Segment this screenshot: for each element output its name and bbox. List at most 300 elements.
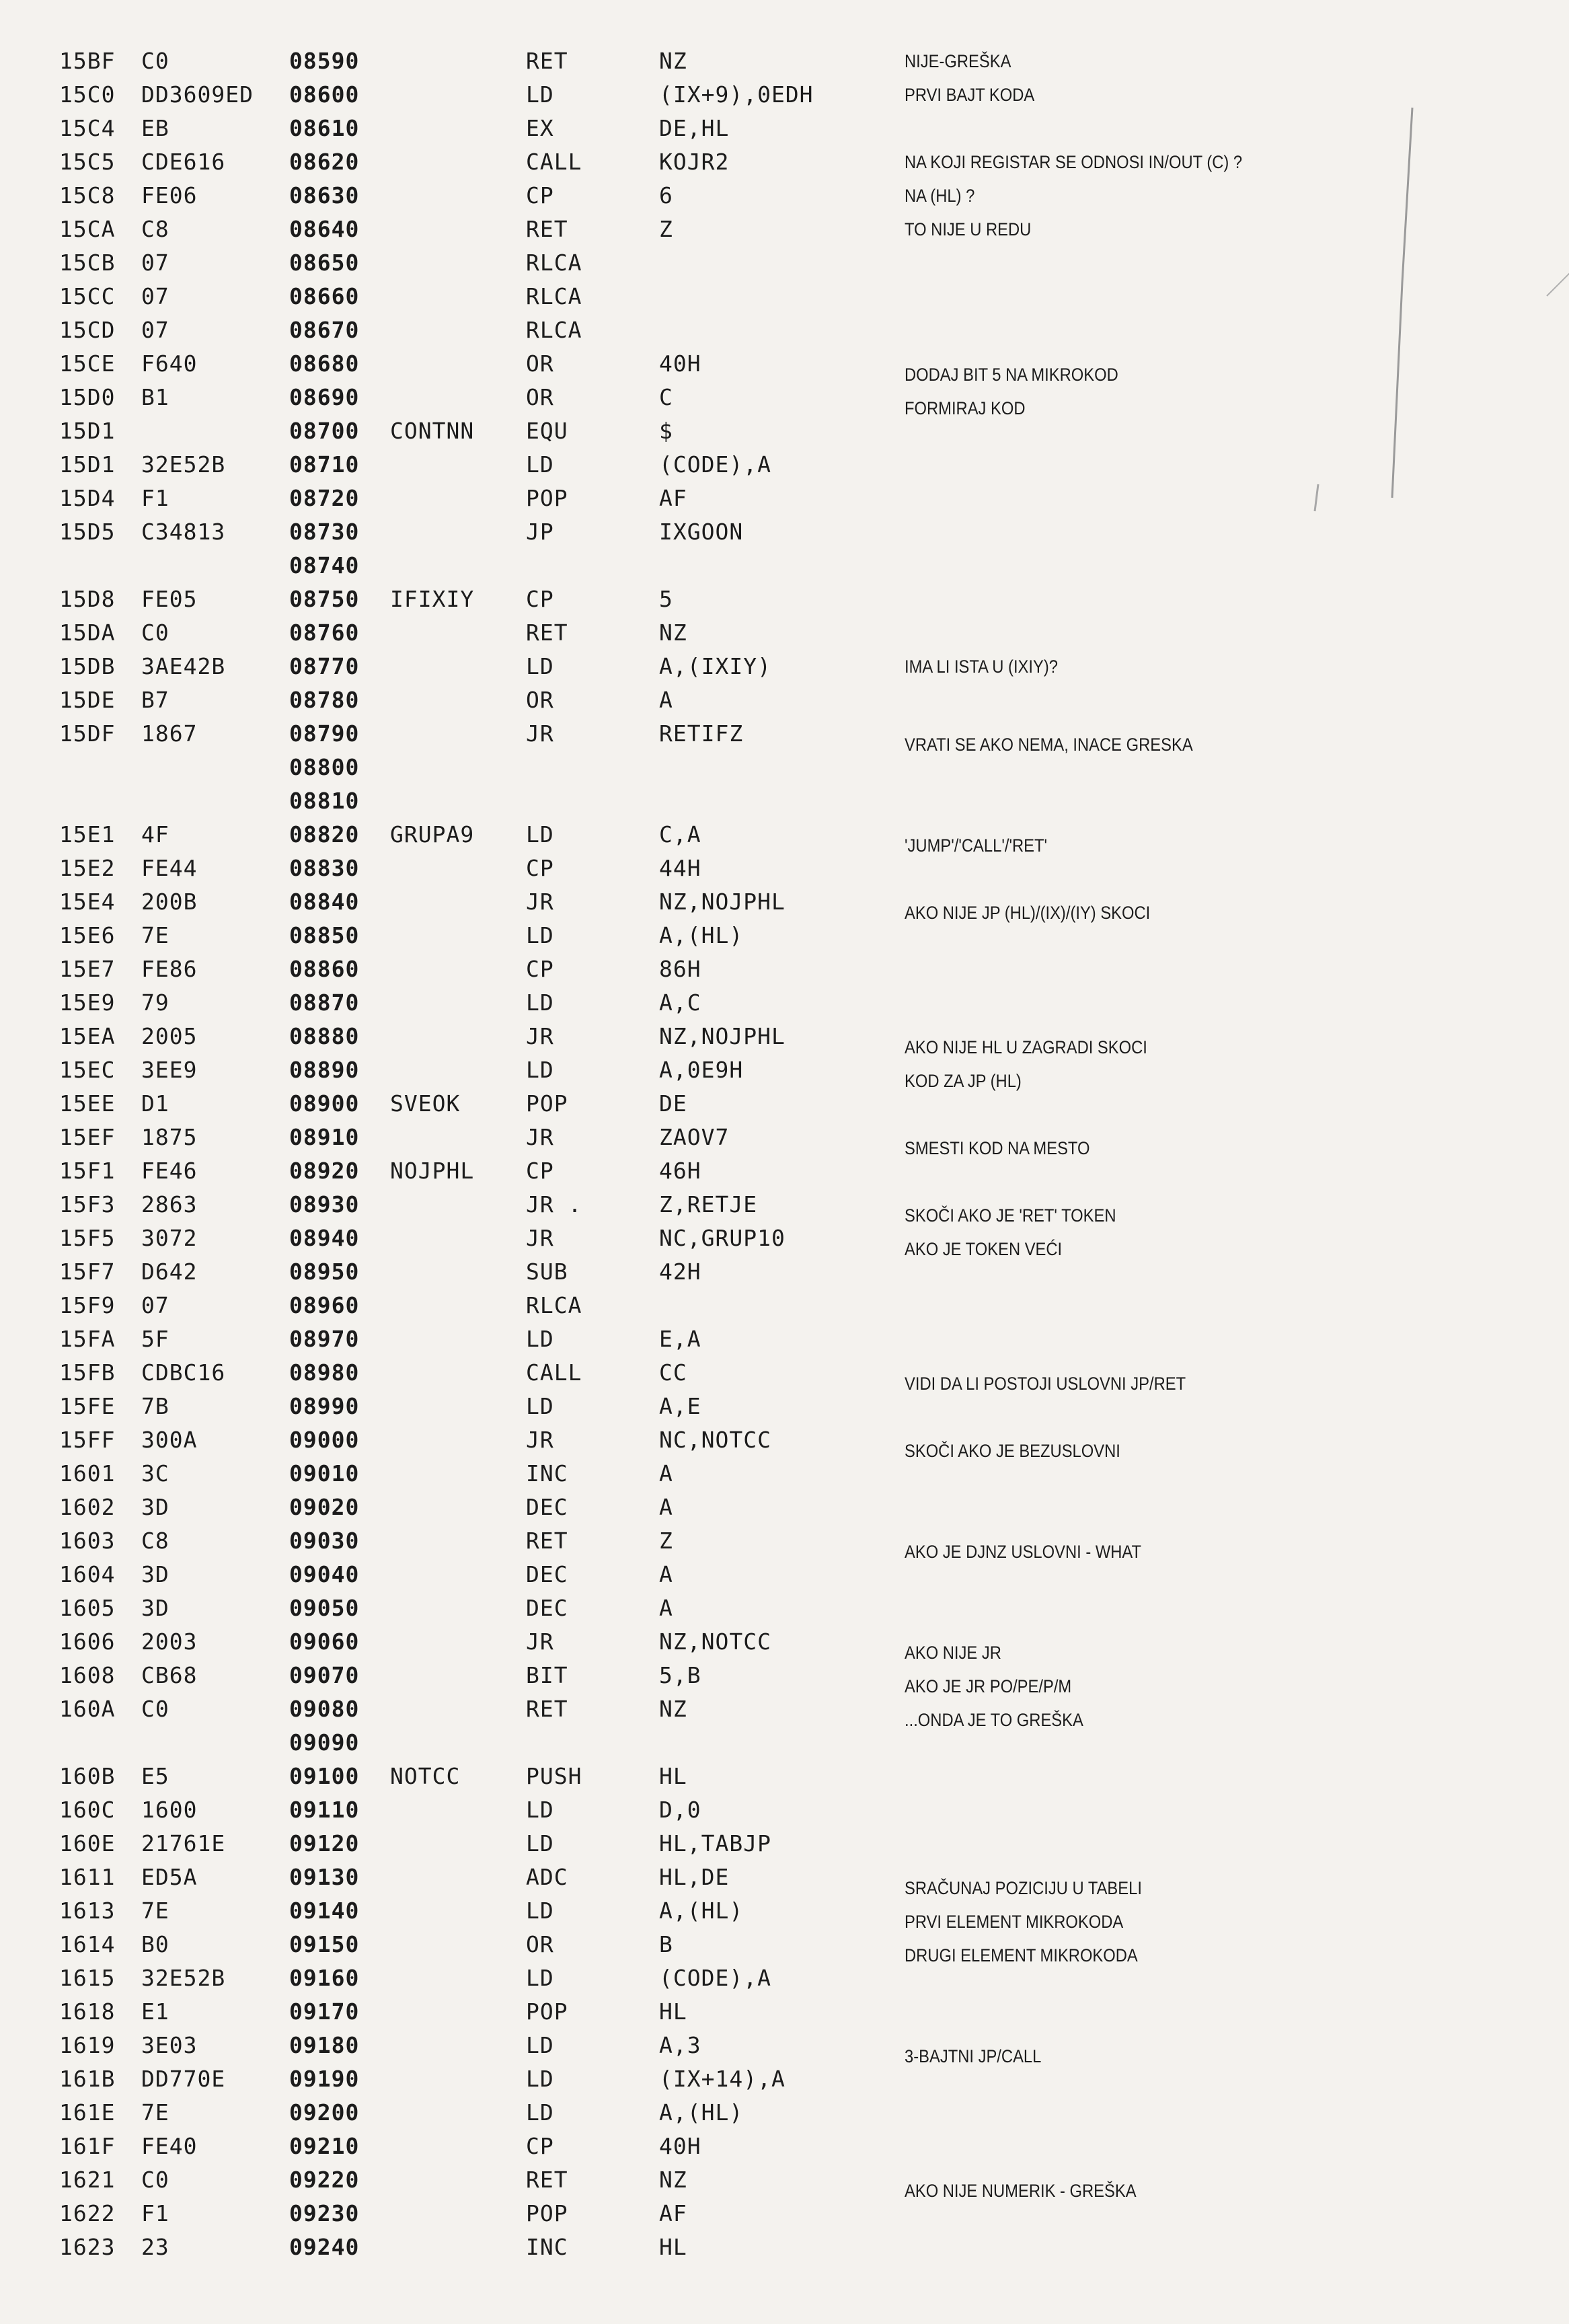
listing-row bbox=[0, 1222, 1569, 1259]
row-operand: A,(IXIY) bbox=[659, 653, 771, 679]
row-machine-code: 23 bbox=[141, 2234, 169, 2260]
row-line-number: 09080 bbox=[289, 1696, 360, 1722]
row-comment: NIJE-GREŠKA bbox=[905, 51, 1011, 71]
listing-row bbox=[0, 1154, 1569, 1188]
row-label: GRUPA9 bbox=[390, 821, 475, 848]
row-mnemonic: LD bbox=[526, 2032, 554, 2058]
row-line-number: 09070 bbox=[289, 1662, 360, 1688]
row-line-number: 08620 bbox=[289, 149, 360, 175]
row-line-number: 08680 bbox=[289, 350, 360, 377]
row-address: 15D8 bbox=[59, 586, 116, 612]
row-mnemonic: LD bbox=[526, 1965, 554, 1991]
listing-row bbox=[0, 213, 1569, 246]
row-address: 15D5 bbox=[59, 519, 116, 545]
row-address: 15C0 bbox=[59, 81, 116, 108]
row-mnemonic: CP bbox=[526, 586, 554, 612]
row-machine-code: 7E bbox=[141, 2099, 169, 2126]
listing-row bbox=[0, 1760, 1569, 1793]
row-operand: A bbox=[659, 1595, 673, 1621]
row-operand: 44H bbox=[659, 855, 701, 881]
row-operand: NZ,NOJPHL bbox=[659, 1023, 786, 1049]
row-machine-code: 2005 bbox=[141, 1023, 198, 1049]
row-line-number: 09240 bbox=[289, 2234, 360, 2260]
row-line-number: 08930 bbox=[289, 1191, 360, 1217]
row-address: 1613 bbox=[59, 1898, 116, 1924]
row-machine-code: FE40 bbox=[141, 2133, 198, 2159]
row-mnemonic: LD bbox=[526, 1898, 554, 1924]
row-mnemonic: LD bbox=[526, 922, 554, 948]
row-machine-code: DD3609ED bbox=[141, 81, 254, 108]
row-mnemonic: CP bbox=[526, 956, 554, 982]
listing-row bbox=[0, 1894, 1569, 1932]
row-operand: A,(HL) bbox=[659, 1898, 744, 1924]
row-mnemonic: JR bbox=[526, 1225, 554, 1251]
row-operand: 42H bbox=[659, 1259, 701, 1285]
row-mnemonic: DEC bbox=[526, 1595, 568, 1621]
row-address: 160E bbox=[59, 1830, 116, 1857]
row-operand: 86H bbox=[659, 956, 701, 982]
row-line-number: 08740 bbox=[289, 552, 360, 578]
listing-row bbox=[0, 885, 1569, 923]
row-machine-code: D642 bbox=[141, 1259, 198, 1285]
row-machine-code: CB68 bbox=[141, 1662, 198, 1688]
row-machine-code: B0 bbox=[141, 1931, 169, 1957]
row-mnemonic: CP bbox=[526, 1158, 554, 1184]
row-mnemonic: LD bbox=[526, 1393, 554, 1419]
row-mnemonic: RET bbox=[526, 1696, 568, 1722]
row-line-number: 08640 bbox=[289, 216, 360, 242]
row-comment: SKOČI AKO JE BEZUSLOVNI bbox=[905, 1441, 1120, 1461]
row-mnemonic: SUB bbox=[526, 1259, 568, 1285]
row-line-number: 08700 bbox=[289, 418, 360, 444]
row-line-number: 08810 bbox=[289, 788, 360, 814]
row-address: 15D1 bbox=[59, 451, 116, 478]
row-line-number: 09210 bbox=[289, 2133, 360, 2159]
row-line-number: 09190 bbox=[289, 2066, 360, 2092]
row-line-number: 09230 bbox=[289, 2200, 360, 2226]
row-machine-code: 300A bbox=[141, 1427, 198, 1453]
listing-row bbox=[0, 1322, 1569, 1356]
row-comment: TO NIJE U REDU bbox=[905, 219, 1032, 239]
row-operand: NC,NOTCC bbox=[659, 1427, 771, 1453]
row-machine-code: 2003 bbox=[141, 1628, 198, 1655]
row-mnemonic: EQU bbox=[526, 418, 568, 444]
listing-row bbox=[0, 381, 1569, 418]
listing-row bbox=[0, 2062, 1569, 2096]
row-mnemonic: POP bbox=[526, 1090, 568, 1117]
row-address: 15F1 bbox=[59, 1158, 116, 1184]
listing-row bbox=[0, 1121, 1569, 1158]
row-line-number: 08780 bbox=[289, 687, 360, 713]
row-operand: NZ bbox=[659, 2167, 687, 2193]
row-machine-code: C0 bbox=[141, 620, 169, 646]
row-operand: HL,TABJP bbox=[659, 1830, 771, 1857]
row-line-number: 08840 bbox=[289, 889, 360, 915]
row-operand: DE,HL bbox=[659, 115, 730, 141]
row-address: 1604 bbox=[59, 1561, 116, 1587]
row-operand: (CODE),A bbox=[659, 451, 771, 478]
listing-row bbox=[0, 1659, 1569, 1696]
row-machine-code: 79 bbox=[141, 989, 169, 1016]
row-machine-code: 7E bbox=[141, 1898, 169, 1924]
row-address: 15DB bbox=[59, 653, 116, 679]
row-operand: A,0E9H bbox=[659, 1057, 744, 1083]
row-operand: B bbox=[659, 1931, 673, 1957]
row-mnemonic: POP bbox=[526, 2200, 568, 2226]
row-line-number: 08970 bbox=[289, 1326, 360, 1352]
row-line-number: 09030 bbox=[289, 1528, 360, 1554]
row-line-number: 08960 bbox=[289, 1292, 360, 1318]
row-line-number: 08820 bbox=[289, 821, 360, 848]
row-line-number: 09160 bbox=[289, 1965, 360, 1991]
row-mnemonic: RLCA bbox=[526, 1292, 582, 1318]
listing-row bbox=[0, 1861, 1569, 1898]
row-line-number: 09020 bbox=[289, 1494, 360, 1520]
row-mnemonic: LD bbox=[526, 989, 554, 1016]
row-line-number: 08760 bbox=[289, 620, 360, 646]
row-comment: NA KOJI REGISTAR SE ODNOSI IN/OUT (C) ? bbox=[905, 152, 1243, 172]
row-operand: A bbox=[659, 1561, 673, 1587]
row-machine-code: C34813 bbox=[141, 519, 226, 545]
row-address: 1602 bbox=[59, 1494, 116, 1520]
row-mnemonic: LD bbox=[526, 1797, 554, 1823]
row-operand: Z,RETJE bbox=[659, 1191, 758, 1217]
row-address: 15C8 bbox=[59, 182, 116, 209]
row-mnemonic: JR bbox=[526, 889, 554, 915]
row-comment: AKO JE TOKEN VEĆI bbox=[905, 1239, 1063, 1259]
row-address: 15F3 bbox=[59, 1191, 116, 1217]
row-address: 15C5 bbox=[59, 149, 116, 175]
row-machine-code: B7 bbox=[141, 687, 169, 713]
row-line-number: 08950 bbox=[289, 1259, 360, 1285]
row-machine-code: 07 bbox=[141, 1292, 169, 1318]
row-mnemonic: RET bbox=[526, 48, 568, 74]
listing-row bbox=[0, 179, 1569, 213]
row-line-number: 08610 bbox=[289, 115, 360, 141]
row-comment: AKO JE JR PO/PE/P/M bbox=[905, 1676, 1072, 1696]
row-mnemonic: LD bbox=[526, 1057, 554, 1083]
listing-row bbox=[0, 616, 1569, 650]
listing-row bbox=[0, 2130, 1569, 2163]
row-address: 15DA bbox=[59, 620, 116, 646]
row-line-number: 08830 bbox=[289, 855, 360, 881]
row-comment: FORMIRAJ KOD bbox=[905, 398, 1026, 418]
row-address: 160A bbox=[59, 1696, 116, 1722]
row-address: 1608 bbox=[59, 1662, 116, 1688]
row-machine-code: C8 bbox=[141, 216, 169, 242]
assembly-listing bbox=[0, 44, 1569, 2264]
row-machine-code: 200B bbox=[141, 889, 198, 915]
row-operand: RETIFZ bbox=[659, 720, 744, 747]
row-line-number: 08940 bbox=[289, 1225, 360, 1251]
listing-row bbox=[0, 1053, 1569, 1091]
row-machine-code: FE86 bbox=[141, 956, 198, 982]
listing-row bbox=[0, 919, 1569, 952]
row-machine-code: EB bbox=[141, 115, 169, 141]
row-comment: AKO NIJE NUMERIK - GREŠKA bbox=[905, 2181, 1137, 2201]
row-machine-code: C0 bbox=[141, 1696, 169, 1722]
row-mnemonic: CALL bbox=[526, 149, 582, 175]
row-line-number: 08850 bbox=[289, 922, 360, 948]
row-line-number: 08670 bbox=[289, 317, 360, 343]
row-address: 1621 bbox=[59, 2167, 116, 2193]
row-machine-code: 2863 bbox=[141, 1191, 198, 1217]
row-comment: IMA LI ISTA U (IXIY)? bbox=[905, 657, 1058, 677]
listing-row bbox=[0, 2163, 1569, 2201]
row-machine-code: 21761E bbox=[141, 1830, 226, 1857]
row-address: 1606 bbox=[59, 1628, 116, 1655]
row-label: IFIXIY bbox=[390, 586, 475, 612]
row-address: 1603 bbox=[59, 1528, 116, 1554]
row-machine-code: 1867 bbox=[141, 720, 198, 747]
row-address: 160B bbox=[59, 1763, 116, 1789]
row-mnemonic: OR bbox=[526, 1931, 554, 1957]
row-mnemonic: JR bbox=[526, 1023, 554, 1049]
row-line-number: 09130 bbox=[289, 1864, 360, 1890]
row-mnemonic: RET bbox=[526, 620, 568, 646]
row-operand: A,(HL) bbox=[659, 2099, 744, 2126]
row-address: 15EE bbox=[59, 1090, 116, 1117]
row-label: NOJPHL bbox=[390, 1158, 475, 1184]
row-address: 15E7 bbox=[59, 956, 116, 982]
row-machine-code: 3AE42B bbox=[141, 653, 226, 679]
row-operand: D,0 bbox=[659, 1797, 701, 1823]
row-comment: PRVI ELEMENT MIKROKODA bbox=[905, 1912, 1124, 1932]
listing-row bbox=[0, 986, 1569, 1020]
listing-row bbox=[0, 1255, 1569, 1289]
row-operand: NZ,NOTCC bbox=[659, 1628, 771, 1655]
listing-row bbox=[0, 2096, 1569, 2130]
row-address: 15EA bbox=[59, 1023, 116, 1049]
listing-row bbox=[0, 246, 1569, 280]
row-line-number: 08920 bbox=[289, 1158, 360, 1184]
row-line-number: 08660 bbox=[289, 283, 360, 309]
row-line-number: 09110 bbox=[289, 1797, 360, 1823]
row-comment: DODAJ BIT 5 NA MIKROKOD bbox=[905, 365, 1118, 385]
row-line-number: 08730 bbox=[289, 519, 360, 545]
row-machine-code: 3D bbox=[141, 1494, 169, 1520]
row-operand: A,3 bbox=[659, 2032, 701, 2058]
row-mnemonic: JR bbox=[526, 1628, 554, 1655]
row-line-number: 08650 bbox=[289, 250, 360, 276]
row-line-number: 09060 bbox=[289, 1628, 360, 1655]
row-mnemonic: PUSH bbox=[526, 1763, 582, 1789]
row-address: 15FF bbox=[59, 1427, 116, 1453]
row-address: 15F5 bbox=[59, 1225, 116, 1251]
row-address: 15E1 bbox=[59, 821, 116, 848]
row-address: 15CA bbox=[59, 216, 116, 242]
listing-row bbox=[0, 784, 1569, 818]
listing-row bbox=[0, 1491, 1569, 1524]
row-operand: C bbox=[659, 384, 673, 410]
row-machine-code: C8 bbox=[141, 1528, 169, 1554]
row-operand: AF bbox=[659, 2200, 687, 2226]
row-mnemonic: OR bbox=[526, 384, 554, 410]
row-operand: NZ bbox=[659, 620, 687, 646]
row-operand: DE bbox=[659, 1090, 687, 1117]
row-address: 15CE bbox=[59, 350, 116, 377]
row-operand: A,(HL) bbox=[659, 922, 744, 948]
row-mnemonic: RLCA bbox=[526, 250, 582, 276]
row-operand: IXGOON bbox=[659, 519, 744, 545]
row-address: 15C4 bbox=[59, 115, 116, 141]
row-comment: AKO NIJE JR bbox=[905, 1643, 1001, 1663]
row-line-number: 08710 bbox=[289, 451, 360, 478]
row-operand: C,A bbox=[659, 821, 701, 848]
row-machine-code: 32E52B bbox=[141, 1965, 226, 1991]
row-line-number: 09150 bbox=[289, 1931, 360, 1957]
listing-row bbox=[0, 313, 1569, 347]
row-mnemonic: DEC bbox=[526, 1494, 568, 1520]
listing-row bbox=[0, 2197, 1569, 2231]
row-address: 15E6 bbox=[59, 922, 116, 948]
row-address: 15E4 bbox=[59, 889, 116, 915]
row-operand: 5,B bbox=[659, 1662, 701, 1688]
row-line-number: 08870 bbox=[289, 989, 360, 1016]
row-mnemonic: OR bbox=[526, 350, 554, 377]
listing-row bbox=[0, 1289, 1569, 1322]
row-machine-code: CDE616 bbox=[141, 149, 226, 175]
row-line-number: 09050 bbox=[289, 1595, 360, 1621]
row-line-number: 08980 bbox=[289, 1359, 360, 1386]
row-machine-code: FE06 bbox=[141, 182, 198, 209]
row-machine-code: 3E03 bbox=[141, 2032, 198, 2058]
row-operand: 6 bbox=[659, 182, 673, 209]
listing-row bbox=[0, 347, 1569, 385]
row-operand: HL bbox=[659, 2234, 687, 2260]
row-line-number: 08900 bbox=[289, 1090, 360, 1117]
row-comment: AKO NIJE HL U ZAGRADI SKOCI bbox=[905, 1037, 1147, 1057]
row-address: 15D0 bbox=[59, 384, 116, 410]
row-machine-code: C0 bbox=[141, 2167, 169, 2193]
listing-row bbox=[0, 1726, 1569, 1760]
row-machine-code: CDBC16 bbox=[141, 1359, 226, 1386]
row-address: 1618 bbox=[59, 1998, 116, 2025]
listing-row bbox=[0, 448, 1569, 482]
row-mnemonic: OR bbox=[526, 687, 554, 713]
row-mnemonic: EX bbox=[526, 115, 554, 141]
listing-row bbox=[0, 1356, 1569, 1394]
row-mnemonic: LD bbox=[526, 2099, 554, 2126]
row-address: 15E9 bbox=[59, 989, 116, 1016]
row-address: 15DF bbox=[59, 720, 116, 747]
row-machine-code: 32E52B bbox=[141, 451, 226, 478]
row-mnemonic: LD bbox=[526, 81, 554, 108]
row-line-number: 08770 bbox=[289, 653, 360, 679]
listing-row bbox=[0, 482, 1569, 515]
row-machine-code: F1 bbox=[141, 485, 169, 511]
row-mnemonic: LD bbox=[526, 451, 554, 478]
row-address: 15CD bbox=[59, 317, 116, 343]
row-address: 15D4 bbox=[59, 485, 116, 511]
row-address: 1623 bbox=[59, 2234, 116, 2260]
row-mnemonic: POP bbox=[526, 485, 568, 511]
row-mnemonic: ADC bbox=[526, 1864, 568, 1890]
row-operand: AF bbox=[659, 485, 687, 511]
row-comment: VIDI DA LI POSTOJI USLOVNI JP/RET bbox=[905, 1374, 1186, 1394]
row-comment: NA (HL) ? bbox=[905, 186, 975, 206]
row-machine-code: 07 bbox=[141, 283, 169, 309]
row-line-number: 08630 bbox=[289, 182, 360, 209]
row-line-number: 09170 bbox=[289, 1998, 360, 2025]
listing-row bbox=[0, 145, 1569, 179]
row-mnemonic: JP bbox=[526, 519, 554, 545]
row-address: 1601 bbox=[59, 1460, 116, 1487]
listing-row bbox=[0, 515, 1569, 549]
row-machine-code: F640 bbox=[141, 350, 198, 377]
row-address: 15BF bbox=[59, 48, 116, 74]
listing-row bbox=[0, 2029, 1569, 2066]
listing-row bbox=[0, 852, 1569, 885]
row-address: 1611 bbox=[59, 1864, 116, 1890]
row-operand: NZ,NOJPHL bbox=[659, 889, 786, 915]
row-address: 1614 bbox=[59, 1931, 116, 1957]
row-mnemonic: LD bbox=[526, 821, 554, 848]
row-machine-code: 3EE9 bbox=[141, 1057, 198, 1083]
row-address: 15E2 bbox=[59, 855, 116, 881]
row-mnemonic: CALL bbox=[526, 1359, 582, 1386]
row-mnemonic: RET bbox=[526, 1528, 568, 1554]
row-line-number: 09090 bbox=[289, 1729, 360, 1756]
row-operand: KOJR2 bbox=[659, 149, 730, 175]
listing-row bbox=[0, 1457, 1569, 1491]
row-address: 15DE bbox=[59, 687, 116, 713]
row-mnemonic: LD bbox=[526, 1326, 554, 1352]
row-mnemonic: RLCA bbox=[526, 283, 582, 309]
row-line-number: 09000 bbox=[289, 1427, 360, 1453]
row-machine-code: E1 bbox=[141, 1998, 169, 2025]
row-machine-code: 3072 bbox=[141, 1225, 198, 1251]
row-address: 15FE bbox=[59, 1393, 116, 1419]
row-operand: ZAOV7 bbox=[659, 1124, 730, 1150]
row-operand: A bbox=[659, 1460, 673, 1487]
row-line-number: 09200 bbox=[289, 2099, 360, 2126]
row-comment: 'JUMP'/'CALL'/'RET' bbox=[905, 835, 1048, 856]
row-operand: A bbox=[659, 1494, 673, 1520]
row-mnemonic: CP bbox=[526, 855, 554, 881]
row-address: 15CB bbox=[59, 250, 116, 276]
listing-row bbox=[0, 1390, 1569, 1423]
row-comment: KOD ZA JP (HL) bbox=[905, 1071, 1022, 1091]
listing-row bbox=[0, 818, 1569, 856]
row-mnemonic: LD bbox=[526, 653, 554, 679]
row-mnemonic: RLCA bbox=[526, 317, 582, 343]
listing-row bbox=[0, 1524, 1569, 1562]
row-mnemonic: JR bbox=[526, 1124, 554, 1150]
row-mnemonic: CP bbox=[526, 2133, 554, 2159]
row-line-number: 09220 bbox=[289, 2167, 360, 2193]
row-machine-code: 7E bbox=[141, 922, 169, 948]
listing-row bbox=[0, 952, 1569, 986]
row-machine-code: C0 bbox=[141, 48, 169, 74]
row-mnemonic: CP bbox=[526, 182, 554, 209]
row-machine-code: 3D bbox=[141, 1561, 169, 1587]
listing-row bbox=[0, 1995, 1569, 2029]
row-machine-code: 4F bbox=[141, 821, 169, 848]
listing-row bbox=[0, 1625, 1569, 1663]
row-line-number: 09100 bbox=[289, 1763, 360, 1789]
row-machine-code: 3D bbox=[141, 1595, 169, 1621]
listing-row bbox=[0, 44, 1569, 78]
row-comment: VRATI SE AKO NEMA, INACE GRESKA bbox=[905, 735, 1193, 755]
row-address: 15F9 bbox=[59, 1292, 116, 1318]
row-operand: NC,GRUP10 bbox=[659, 1225, 786, 1251]
listing-row bbox=[0, 1928, 1569, 1965]
row-address: 1619 bbox=[59, 2032, 116, 2058]
row-machine-code: 7B bbox=[141, 1393, 169, 1419]
row-mnemonic: JR bbox=[526, 1427, 554, 1453]
row-machine-code: FE46 bbox=[141, 1158, 198, 1184]
